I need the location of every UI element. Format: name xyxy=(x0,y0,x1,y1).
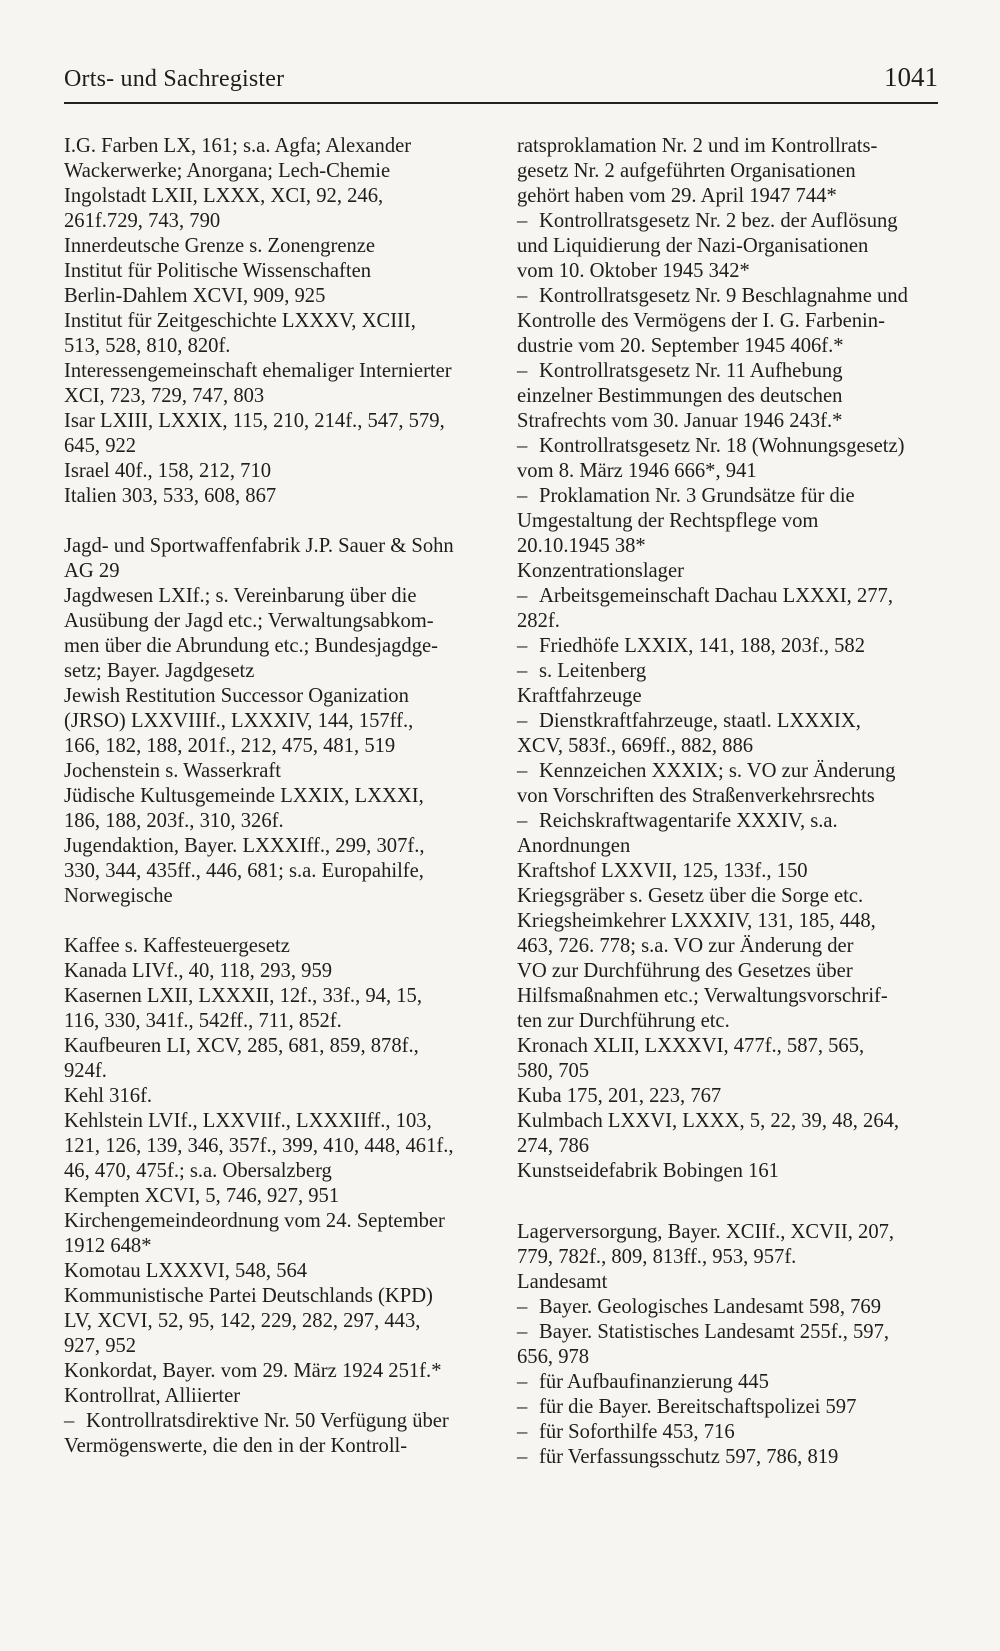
index-entry xyxy=(517,684,941,709)
subentry-dash: – xyxy=(517,210,528,232)
index-line: Vermögenswerte, die den in der Kontroll- xyxy=(64,1435,408,1457)
index-subentry xyxy=(517,659,941,684)
index-entry xyxy=(64,359,494,409)
index-line: (JRSO) LXXVIIIf., LXXXIV, 144, 157ff., xyxy=(64,710,414,732)
index-line: – Arbeitsgemeinschaft Dachau LXXXI, 277, xyxy=(517,585,893,607)
index-entry xyxy=(517,1109,941,1159)
index-line: dustrie vom 20. September 1945 406f.* xyxy=(517,335,844,357)
index-entry xyxy=(517,1084,941,1109)
index-subentry xyxy=(517,1420,941,1445)
index-entry xyxy=(64,1184,494,1209)
index-line: Kaffee s. Kaffesteuergesetz xyxy=(64,935,290,957)
index-line: – für Aufbaufinanzierung 445 xyxy=(517,1371,769,1393)
index-entry xyxy=(64,234,494,259)
index-line: vom 10. Oktober 1945 342* xyxy=(517,260,750,282)
index-entry xyxy=(64,409,494,459)
index-line: 513, 528, 810, 820f. xyxy=(64,335,231,357)
index-line: Kehl 316f. xyxy=(64,1085,153,1107)
index-line: – Friedhöfe LXXIX, 141, 188, 203f., 582 xyxy=(517,635,866,657)
index-line: – Kontrollratsgesetz Nr. 9 Beschlagnahme und xyxy=(517,285,908,307)
index-line: Konkordat, Bayer. vom 29. März 1924 251f.* xyxy=(64,1360,442,1382)
index-line: Jagdwesen LXIf.; s. Vereinbarung über die xyxy=(64,585,417,607)
index-entry xyxy=(517,909,941,1034)
index-line: Strafrechts vom 30. Januar 1946 243f.* xyxy=(517,410,843,432)
index-subentry xyxy=(517,759,941,809)
index-line: Kaufbeuren LI, XCV, 285, 681, 859, 878f., xyxy=(64,1035,419,1057)
index-entry xyxy=(517,1034,941,1084)
index-subentry xyxy=(517,284,941,359)
index-line: – Kennzeichen XXXIX; s. VO zur Änderung xyxy=(517,760,896,782)
index-line: gesetz Nr. 2 aufgeführten Organisationen xyxy=(517,160,856,182)
index-line: Jochenstein s. Wasserkraft xyxy=(64,760,281,782)
index-line: Umgestaltung der Rechtspflege vom xyxy=(517,510,819,532)
index-line: Kronach XLII, LXXXVI, 477f., 587, 565, xyxy=(517,1035,865,1057)
index-subentry xyxy=(517,1320,941,1370)
index-entry xyxy=(64,459,494,484)
index-line: Hilfsmaßnahmen etc.; Verwaltungsvorschrif- xyxy=(517,985,888,1007)
index-line: 645, 922 xyxy=(64,435,137,457)
index-line: von Vorschriften des Straßenverkehrsrechts xyxy=(517,785,875,807)
index-line: Kasernen LXII, LXXXII, 12f., 33f., 94, 15, xyxy=(64,985,423,1007)
index-subentry xyxy=(517,1445,941,1470)
index-line: – Kontrollratsgesetz Nr. 2 bez. der Auflösung xyxy=(517,210,898,232)
index-line: Ausübung der Jagd etc.; Verwaltungsabkom- xyxy=(64,610,434,632)
index-line: 924f. xyxy=(64,1060,107,1082)
index-line: Innerdeutsche Grenze s. Zonengrenze xyxy=(64,235,376,257)
section-gap xyxy=(517,1184,941,1220)
index-line: Italien 303, 533, 608, 867 xyxy=(64,485,277,507)
index-entry xyxy=(517,1159,941,1184)
index-line: gehört haben vom 29. April 1947 744* xyxy=(517,185,837,207)
index-subentry xyxy=(517,1395,941,1420)
index-subentry xyxy=(517,584,941,634)
subentry-dash: – xyxy=(517,1296,528,1318)
index-line: 282f. xyxy=(517,610,560,632)
index-line: vom 8. März 1946 666*, 941 xyxy=(517,460,757,482)
subentry-dash: – xyxy=(517,435,528,457)
index-line: 580, 705 xyxy=(517,1060,590,1082)
index-line: – für Verfassungsschutz 597, 786, 819 xyxy=(517,1446,839,1468)
index-entry xyxy=(64,1284,494,1359)
index-line: – Kontrollratsdirektive Nr. 50 Verfügung über xyxy=(64,1410,449,1432)
index-entry xyxy=(517,1220,941,1270)
index-line: Kempten XCVI, 5, 746, 927, 951 xyxy=(64,1185,340,1207)
index-entry xyxy=(64,309,494,359)
subentry-dash: – xyxy=(517,485,528,507)
index-line: – Reichskraftwagentarife XXXIV, s.a. xyxy=(517,810,838,832)
index-line: XCI, 723, 729, 747, 803 xyxy=(64,385,265,407)
index-entry xyxy=(64,1209,494,1259)
index-entry xyxy=(64,834,494,909)
index-line: – für die Bayer. Bereitschaftspolizei 597 xyxy=(517,1396,857,1418)
index-entry xyxy=(517,559,941,584)
index-line: I.G. Farben LX, 161; s.a. Agfa; Alexander xyxy=(64,135,412,157)
index-entry xyxy=(64,1384,494,1409)
index-line: setz; Bayer. Jagdgesetz xyxy=(64,660,255,682)
index-line: Kriegsheimkehrer LXXXIV, 131, 185, 448, xyxy=(517,910,876,932)
index-line: Jüdische Kultusgemeinde LXXIX, LXXXI, xyxy=(64,785,424,807)
index-entry xyxy=(64,934,494,959)
index-entry xyxy=(64,959,494,984)
subentry-dash: – xyxy=(517,710,528,732)
subentry-dash: – xyxy=(517,1371,528,1393)
index-line: – für Soforthilfe 453, 716 xyxy=(517,1421,735,1443)
subentry-dash: – xyxy=(64,1410,75,1432)
index-line: und Liquidierung der Nazi-Organisationen xyxy=(517,235,869,257)
index-entry xyxy=(517,134,941,209)
page-header xyxy=(64,62,938,104)
index-line: – Kontrollratsgesetz Nr. 11 Aufhebung xyxy=(517,360,843,382)
subentry-dash: – xyxy=(517,810,528,832)
index-subentry xyxy=(517,809,941,859)
index-entry xyxy=(517,1270,941,1295)
index-line: 186, 188, 203f., 310, 326f. xyxy=(64,810,284,832)
subentry-dash: – xyxy=(517,1446,528,1468)
index-line: Institut für Politische Wissenschaften xyxy=(64,260,372,282)
index-line: 463, 726. 778; s.a. VO zur Änderung der xyxy=(517,935,854,957)
index-line: Kommunistische Partei Deutschlands (KPD) xyxy=(64,1285,433,1307)
index-line: AG 29 xyxy=(64,560,120,582)
index-line: 121, 126, 139, 346, 357f., 399, 410, 448, 461f., xyxy=(64,1135,454,1157)
index-entry xyxy=(64,984,494,1034)
index-line: Kontrollrat, Alliierter xyxy=(64,1385,241,1407)
index-line: Kontrolle des Vermögens der I. G. Farbenin- xyxy=(517,310,885,332)
index-entry xyxy=(64,759,494,784)
index-column-left xyxy=(64,134,494,1459)
index-subentry xyxy=(64,1409,494,1459)
index-line: einzelner Bestimmungen des deutschen xyxy=(517,385,843,407)
subentry-dash: – xyxy=(517,660,528,682)
index-line: 46, 470, 475f.; s.a. Obersalzberg xyxy=(64,1160,332,1182)
index-line: Institut für Zeitgeschichte LXXXV, XCIII, xyxy=(64,310,416,332)
index-line: Jugendaktion, Bayer. LXXXIff., 299, 307f., xyxy=(64,835,425,857)
index-column-right xyxy=(517,134,941,1470)
index-line: 1912 648* xyxy=(64,1235,152,1257)
index-subentry xyxy=(517,1295,941,1320)
index-entry xyxy=(64,684,494,759)
index-line: Kraftshof LXXVII, 125, 133f., 150 xyxy=(517,860,808,882)
subentry-dash: – xyxy=(517,1421,528,1443)
index-line: ratsproklamation Nr. 2 und im Kontrollrats- xyxy=(517,135,878,157)
index-line: Jewish Restitution Successor Oganization xyxy=(64,685,409,707)
index-line: Interessengemeinschaft ehemaliger Internierter xyxy=(64,360,452,382)
subentry-dash: – xyxy=(517,760,528,782)
index-line: Konzentrationslager xyxy=(517,560,684,582)
index-line: Israel 40f., 158, 212, 710 xyxy=(64,460,272,482)
index-entry xyxy=(64,584,494,684)
index-line: men über die Abrundung etc.; Bundesjagdge- xyxy=(64,635,439,657)
index-line: 927, 952 xyxy=(64,1335,137,1357)
index-entry xyxy=(64,259,494,309)
index-line: 20.10.1945 38* xyxy=(517,535,646,557)
index-line: 656, 978 xyxy=(517,1346,590,1368)
index-line: Kirchengemeindeordnung vom 24. September xyxy=(64,1210,445,1232)
index-line: Berlin-Dahlem XCVI, 909, 925 xyxy=(64,285,326,307)
index-line: LV, XCVI, 52, 95, 142, 229, 282, 297, 443, xyxy=(64,1310,421,1332)
subentry-dash: – xyxy=(517,1396,528,1418)
index-subentry xyxy=(517,434,941,484)
index-line: Komotau LXXXVI, 548, 564 xyxy=(64,1260,308,1282)
index-line: 330, 344, 435ff., 446, 681; s.a. Europahilfe, xyxy=(64,860,424,882)
index-line: VO zur Durchführung des Gesetzes über xyxy=(517,960,853,982)
index-line: Kraftfahrzeuge xyxy=(517,685,642,707)
index-line: Landesamt xyxy=(517,1271,608,1293)
subentry-dash: – xyxy=(517,285,528,307)
subentry-dash: – xyxy=(517,1321,528,1343)
page-number: 1041 xyxy=(884,62,938,92)
index-subentry xyxy=(517,709,941,759)
index-entry xyxy=(64,484,494,509)
index-entry xyxy=(64,134,494,184)
index-entry xyxy=(64,534,494,584)
subentry-dash: – xyxy=(517,635,528,657)
running-title: Orts- und Sachregister xyxy=(64,66,285,92)
index-entry xyxy=(517,884,941,909)
index-line: Norwegische xyxy=(64,885,173,907)
index-entry xyxy=(517,859,941,884)
index-line: – s. Leitenberg xyxy=(517,660,647,682)
index-subentry xyxy=(517,484,941,559)
index-line: Ingolstadt LXII, LXXX, XCI, 92, 246, xyxy=(64,185,384,207)
section-gap xyxy=(64,509,494,534)
index-line: XCV, 583f., 669ff., 882, 886 xyxy=(517,735,754,757)
index-subentry xyxy=(517,1370,941,1395)
index-line: 274, 786 xyxy=(517,1135,590,1157)
index-line: ten zur Durchführung etc. xyxy=(517,1010,730,1032)
index-subentry xyxy=(517,209,941,284)
index-subentry xyxy=(517,359,941,434)
index-line: 779, 782f., 809, 813ff., 953, 957f. xyxy=(517,1246,797,1268)
index-line: Kuba 175, 201, 223, 767 xyxy=(517,1085,722,1107)
index-entry xyxy=(64,1109,494,1184)
subentry-dash: – xyxy=(517,360,528,382)
index-line: Kehlstein LVIf., LXXVIIf., LXXXIIff., 103, xyxy=(64,1110,432,1132)
index-line: 116, 330, 341f., 542ff., 711, 852f. xyxy=(64,1010,342,1032)
section-gap xyxy=(64,909,494,934)
index-line: Kunstseidefabrik Bobingen 161 xyxy=(517,1160,779,1182)
subentry-dash: – xyxy=(517,585,528,607)
index-line: Kulmbach LXXVI, LXXX, 5, 22, 39, 48, 264, xyxy=(517,1110,900,1132)
index-line: – Kontrollratsgesetz Nr. 18 (Wohnungsgesetz) xyxy=(517,435,905,457)
index-entry xyxy=(64,1259,494,1284)
index-entry xyxy=(64,1034,494,1084)
index-line: Anordnungen xyxy=(517,835,631,857)
index-line: – Dienstkraftfahrzeuge, staatl. LXXXIX, xyxy=(517,710,861,732)
index-entry xyxy=(64,1084,494,1109)
index-line: Lagerversorgung, Bayer. XCIIf., XCVII, 207, xyxy=(517,1221,895,1243)
index-subentry xyxy=(517,634,941,659)
index-line: Jagd- und Sportwaffenfabrik J.P. Sauer & Sohn xyxy=(64,535,454,557)
index-line: – Bayer. Geologisches Landesamt 598, 769 xyxy=(517,1296,882,1318)
index-entry xyxy=(64,784,494,834)
index-entry xyxy=(64,1359,494,1384)
index-line: Kriegsgräber s. Gesetz über die Sorge etc. xyxy=(517,885,864,907)
index-line: Isar LXIII, LXXIX, 115, 210, 214f., 547, 579, xyxy=(64,410,445,432)
index-line: Wackerwerke; Anorgana; Lech-Chemie xyxy=(64,160,391,182)
index-line: 261f.729, 743, 790 xyxy=(64,210,221,232)
index-line: Kanada LIVf., 40, 118, 293, 959 xyxy=(64,960,333,982)
index-line: – Proklamation Nr. 3 Grundsätze für die xyxy=(517,485,855,507)
index-line: 166, 182, 188, 201f., 212, 475, 481, 519 xyxy=(64,735,396,757)
index-entry xyxy=(64,184,494,234)
index-line: – Bayer. Statistisches Landesamt 255f., 597, xyxy=(517,1321,890,1343)
